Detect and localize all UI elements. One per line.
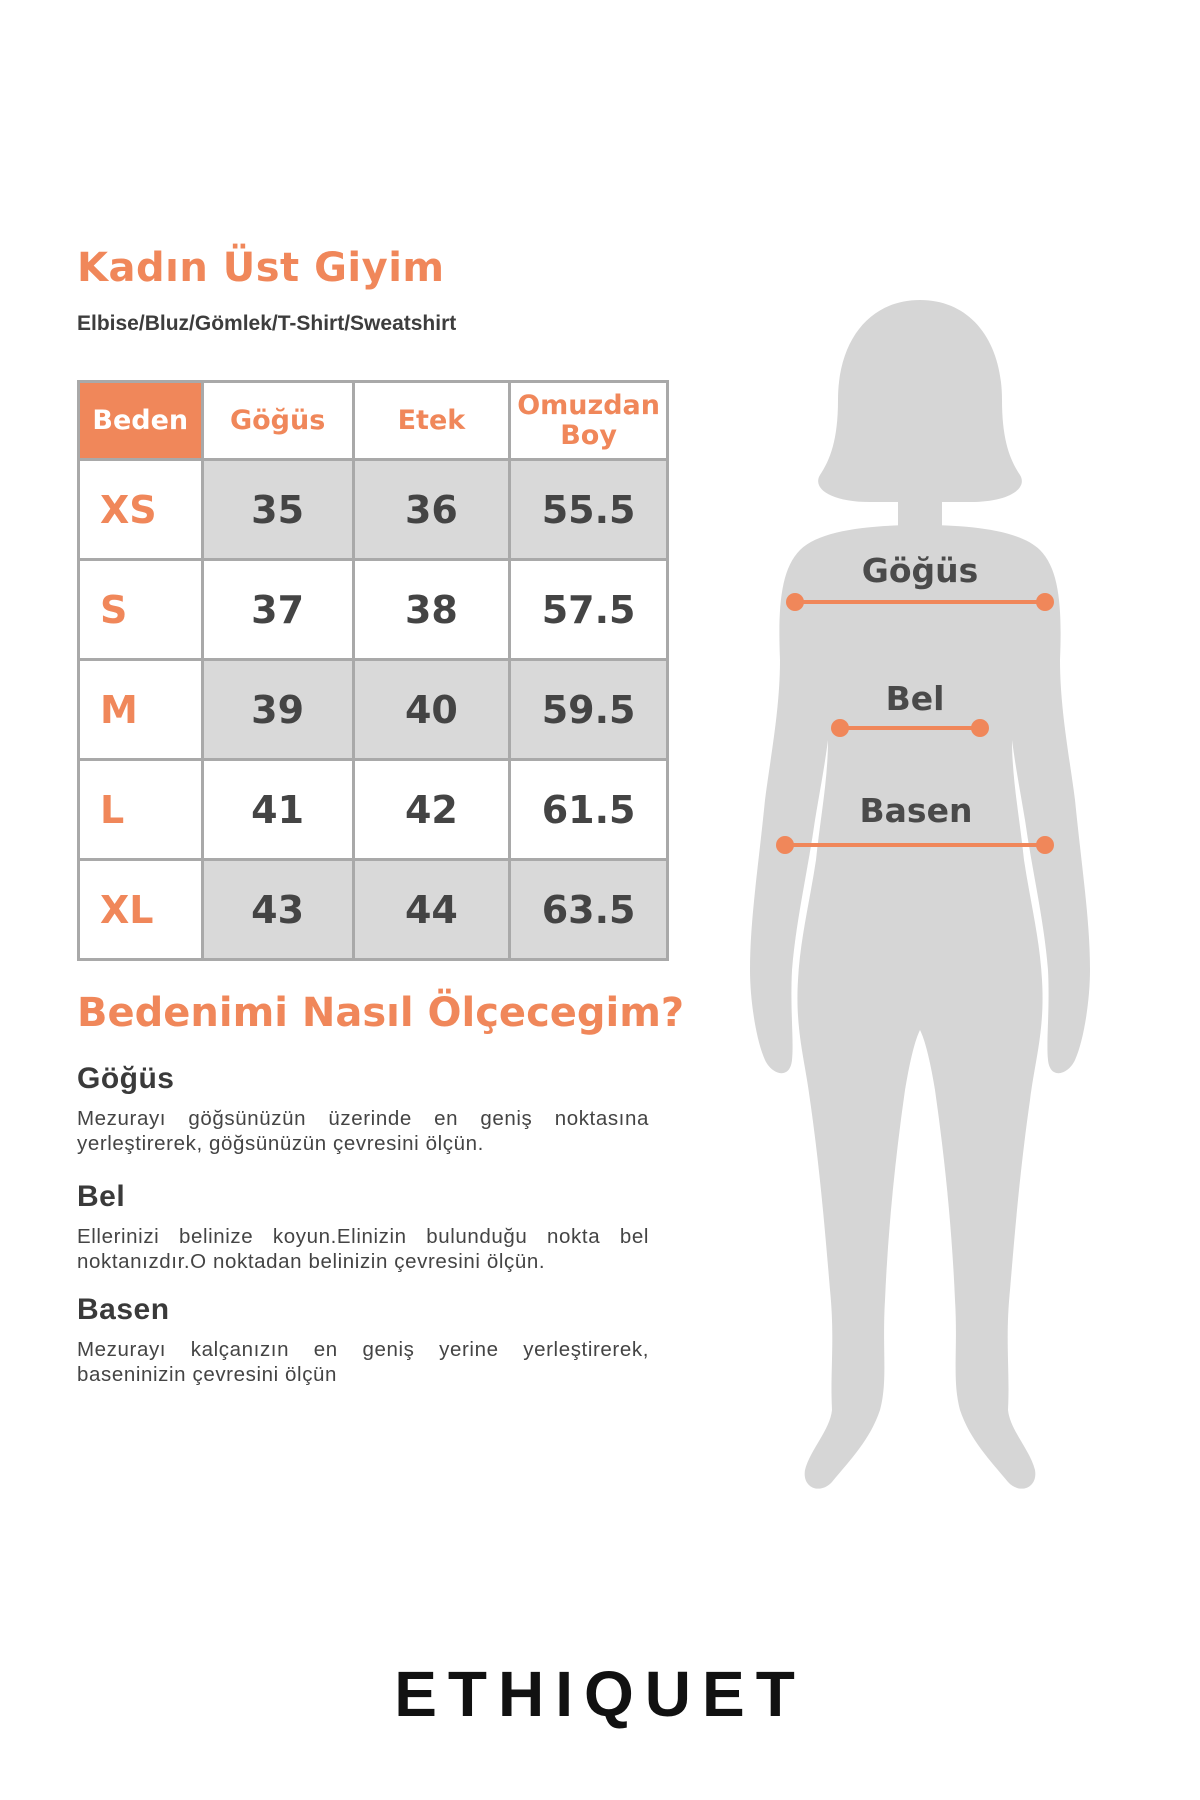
etek-cell: 42 [353, 760, 510, 860]
how-to-measure-title: Bedenimi Nasıl Ölçecegim? [77, 990, 685, 1036]
header-etek: Etek [353, 382, 510, 460]
gogus-cell: 37 [202, 560, 353, 660]
header-omuzdan-label: Omuzdan [517, 389, 660, 421]
gogus-cell: 35 [202, 460, 353, 560]
page-title: Kadın Üst Giyim [77, 245, 445, 291]
etek-cell: 38 [353, 560, 510, 660]
measure-text: Mezurayı kalçanızın en geniş yerine yerleştirerek, baseninizin çevresini ölçün [77, 1338, 649, 1386]
table-row [79, 460, 668, 560]
waist-label: Bel [885, 679, 945, 718]
silhouette-icon [750, 300, 1090, 1489]
header-beden: Beden [79, 382, 203, 460]
boy-cell: 55.5 [510, 460, 668, 560]
body-silhouette-figure [720, 280, 1120, 1500]
size-cell: XL [79, 860, 203, 960]
table-row [79, 560, 668, 660]
table-header-row [79, 382, 668, 460]
brand-logo [390, 1650, 810, 1730]
header-boy-label: Boy [560, 419, 617, 451]
etek-cell: 40 [353, 660, 510, 760]
measure-block-waist [77, 1180, 649, 1274]
gogus-cell: 41 [202, 760, 353, 860]
size-cell: S [79, 560, 203, 660]
boy-cell: 63.5 [510, 860, 668, 960]
boy-cell: 59.5 [510, 660, 668, 760]
size-cell: M [79, 660, 203, 760]
etek-cell: 36 [353, 460, 510, 560]
hip-label: Basen [859, 791, 973, 830]
table-row [79, 660, 668, 760]
measure-text: Ellerinizi belinize koyun.Elinizin bulunduğu nokta bel noktanızdır.O noktadan belinizin çevresini ölçün. [77, 1225, 649, 1273]
header-omuzdan-boy [510, 382, 668, 460]
chest-label: Göğüs [861, 551, 979, 590]
measure-block-hip [77, 1293, 649, 1387]
measure-heading: Bel [77, 1180, 126, 1213]
table-row [79, 860, 668, 960]
size-cell: L [79, 760, 203, 860]
measure-text: Mezurayı göğsünüzün üzerinde en geniş noktasına yerleştirerek, göğsünüzün çevresini ölçün. [77, 1107, 649, 1155]
size-cell: XS [79, 460, 203, 560]
table-row [79, 760, 668, 860]
boy-cell: 57.5 [510, 560, 668, 660]
measure-heading: Basen [77, 1293, 170, 1326]
boy-cell: 61.5 [510, 760, 668, 860]
page-subtitle: Elbise/Bluz/Gömlek/T-Shirt/Sweatshirt [77, 312, 457, 335]
measure-block-chest [77, 1062, 649, 1156]
etek-cell: 44 [353, 860, 510, 960]
size-chart-table [77, 380, 669, 961]
brand-name: ETHIQUET [394, 1658, 806, 1730]
gogus-cell: 39 [202, 660, 353, 760]
header-gogus: Göğüs [202, 382, 353, 460]
measure-heading: Göğüs [77, 1062, 175, 1095]
gogus-cell: 43 [202, 860, 353, 960]
